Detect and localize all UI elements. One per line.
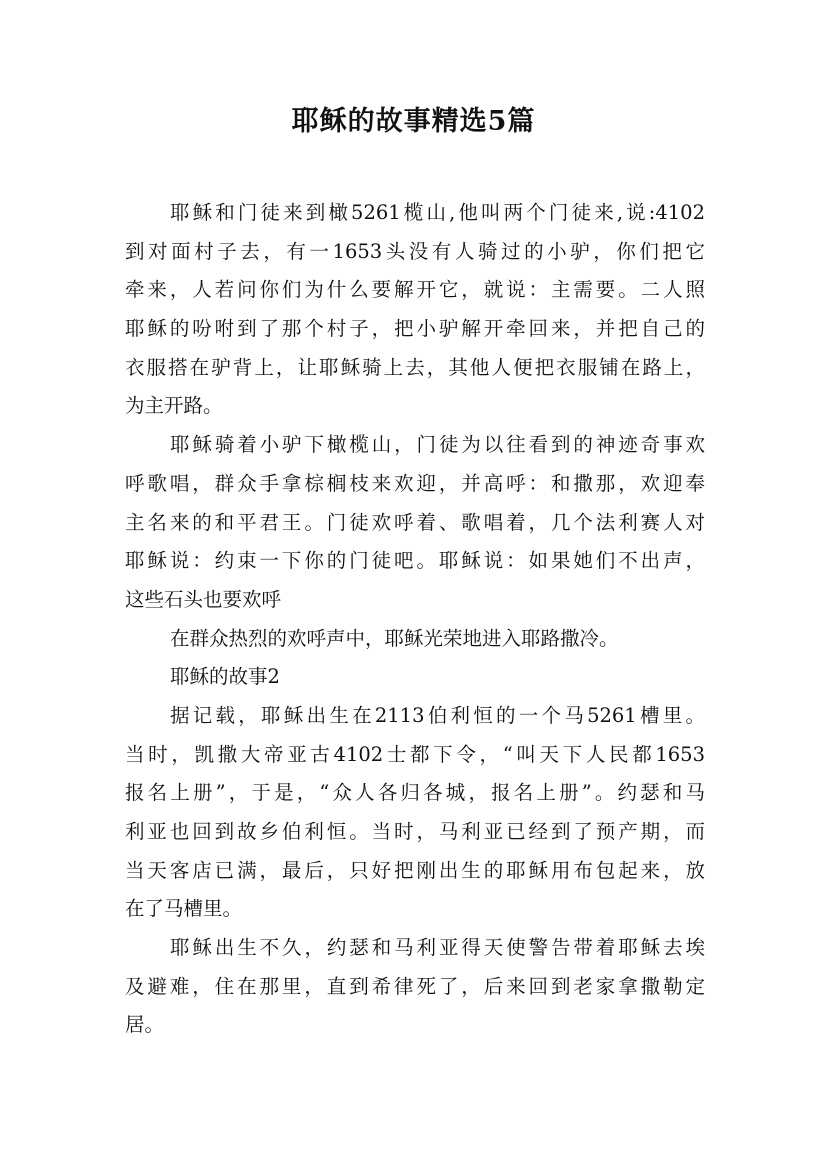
text-line: 耶稣骑着小驴下橄榄山，门徒为以往看到的神迹奇事欢 [170, 433, 705, 457]
text-line: 为主开路。 [125, 394, 223, 418]
text-line: 据记载，耶稣出生在2113伯利恒的一个马5261槽里。 [170, 703, 705, 727]
text-line: 主名来的和平君王。门徒欢呼着、歌唱着，几个法利赛人对 [125, 510, 705, 534]
text-line: 牵来，人若问你们为什么要解开它，就说：主需要。二人照 [125, 278, 705, 302]
text-line: 当天客店已满，最后，只好把刚出生的耶稣用布包起来，放 [125, 858, 705, 882]
text-line: 在群众热烈的欢呼声中，耶稣光荣地进入耶路撒冷。 [170, 626, 619, 650]
text-line: 呼歌唱，群众手拿棕榈枝来欢迎，并高呼：和撒那，欢迎奉 [125, 471, 705, 495]
text-line: 耶稣的吩咐到了那个村子，把小驴解开牵回来，并把自己的 [125, 317, 705, 341]
text-line: 利亚也回到故乡伯利恒。当时，马利亚已经到了预产期，而 [125, 820, 705, 843]
text-line: 耶稣出生不久，约瑟和马利亚得天使警告带着耶稣去埃 [170, 936, 705, 960]
text-line: 耶稣的故事2 [170, 665, 280, 689]
text-line: 居。 [125, 1013, 165, 1037]
text-line: 当时，凯撒大帝亚古4102士都下令，“叫天下人民都1653 [125, 742, 705, 766]
text-line: 耶稣说：约束一下你的门徒吧。耶稣说：如果她们不出声， [125, 549, 705, 573]
text-line: 衣服搭在驴背上，让耶稣骑上去，其他人便把衣服铺在路上， [125, 355, 705, 379]
text-line: 这些石头也要欢呼 [125, 587, 282, 611]
text-line: 及避难，住在那里，直到希律死了，后来回到老家拿撒勒定 [125, 974, 705, 998]
document-title: 耶稣的故事精选5篇 [291, 106, 536, 137]
text-line: 在了马槽里。 [125, 897, 243, 921]
document-body [125, 194, 705, 1045]
text-line: 耶稣和门徒来到橄5261榄山,他叫两个门徒来,说:4102 [170, 201, 705, 224]
text-line: 到对面村子去，有一1653头没有人骑过的小驴，你们把它 [125, 239, 705, 263]
text-line: 报名上册”，于是，“众人各归各城，报名上册”。约瑟和马 [125, 781, 705, 805]
